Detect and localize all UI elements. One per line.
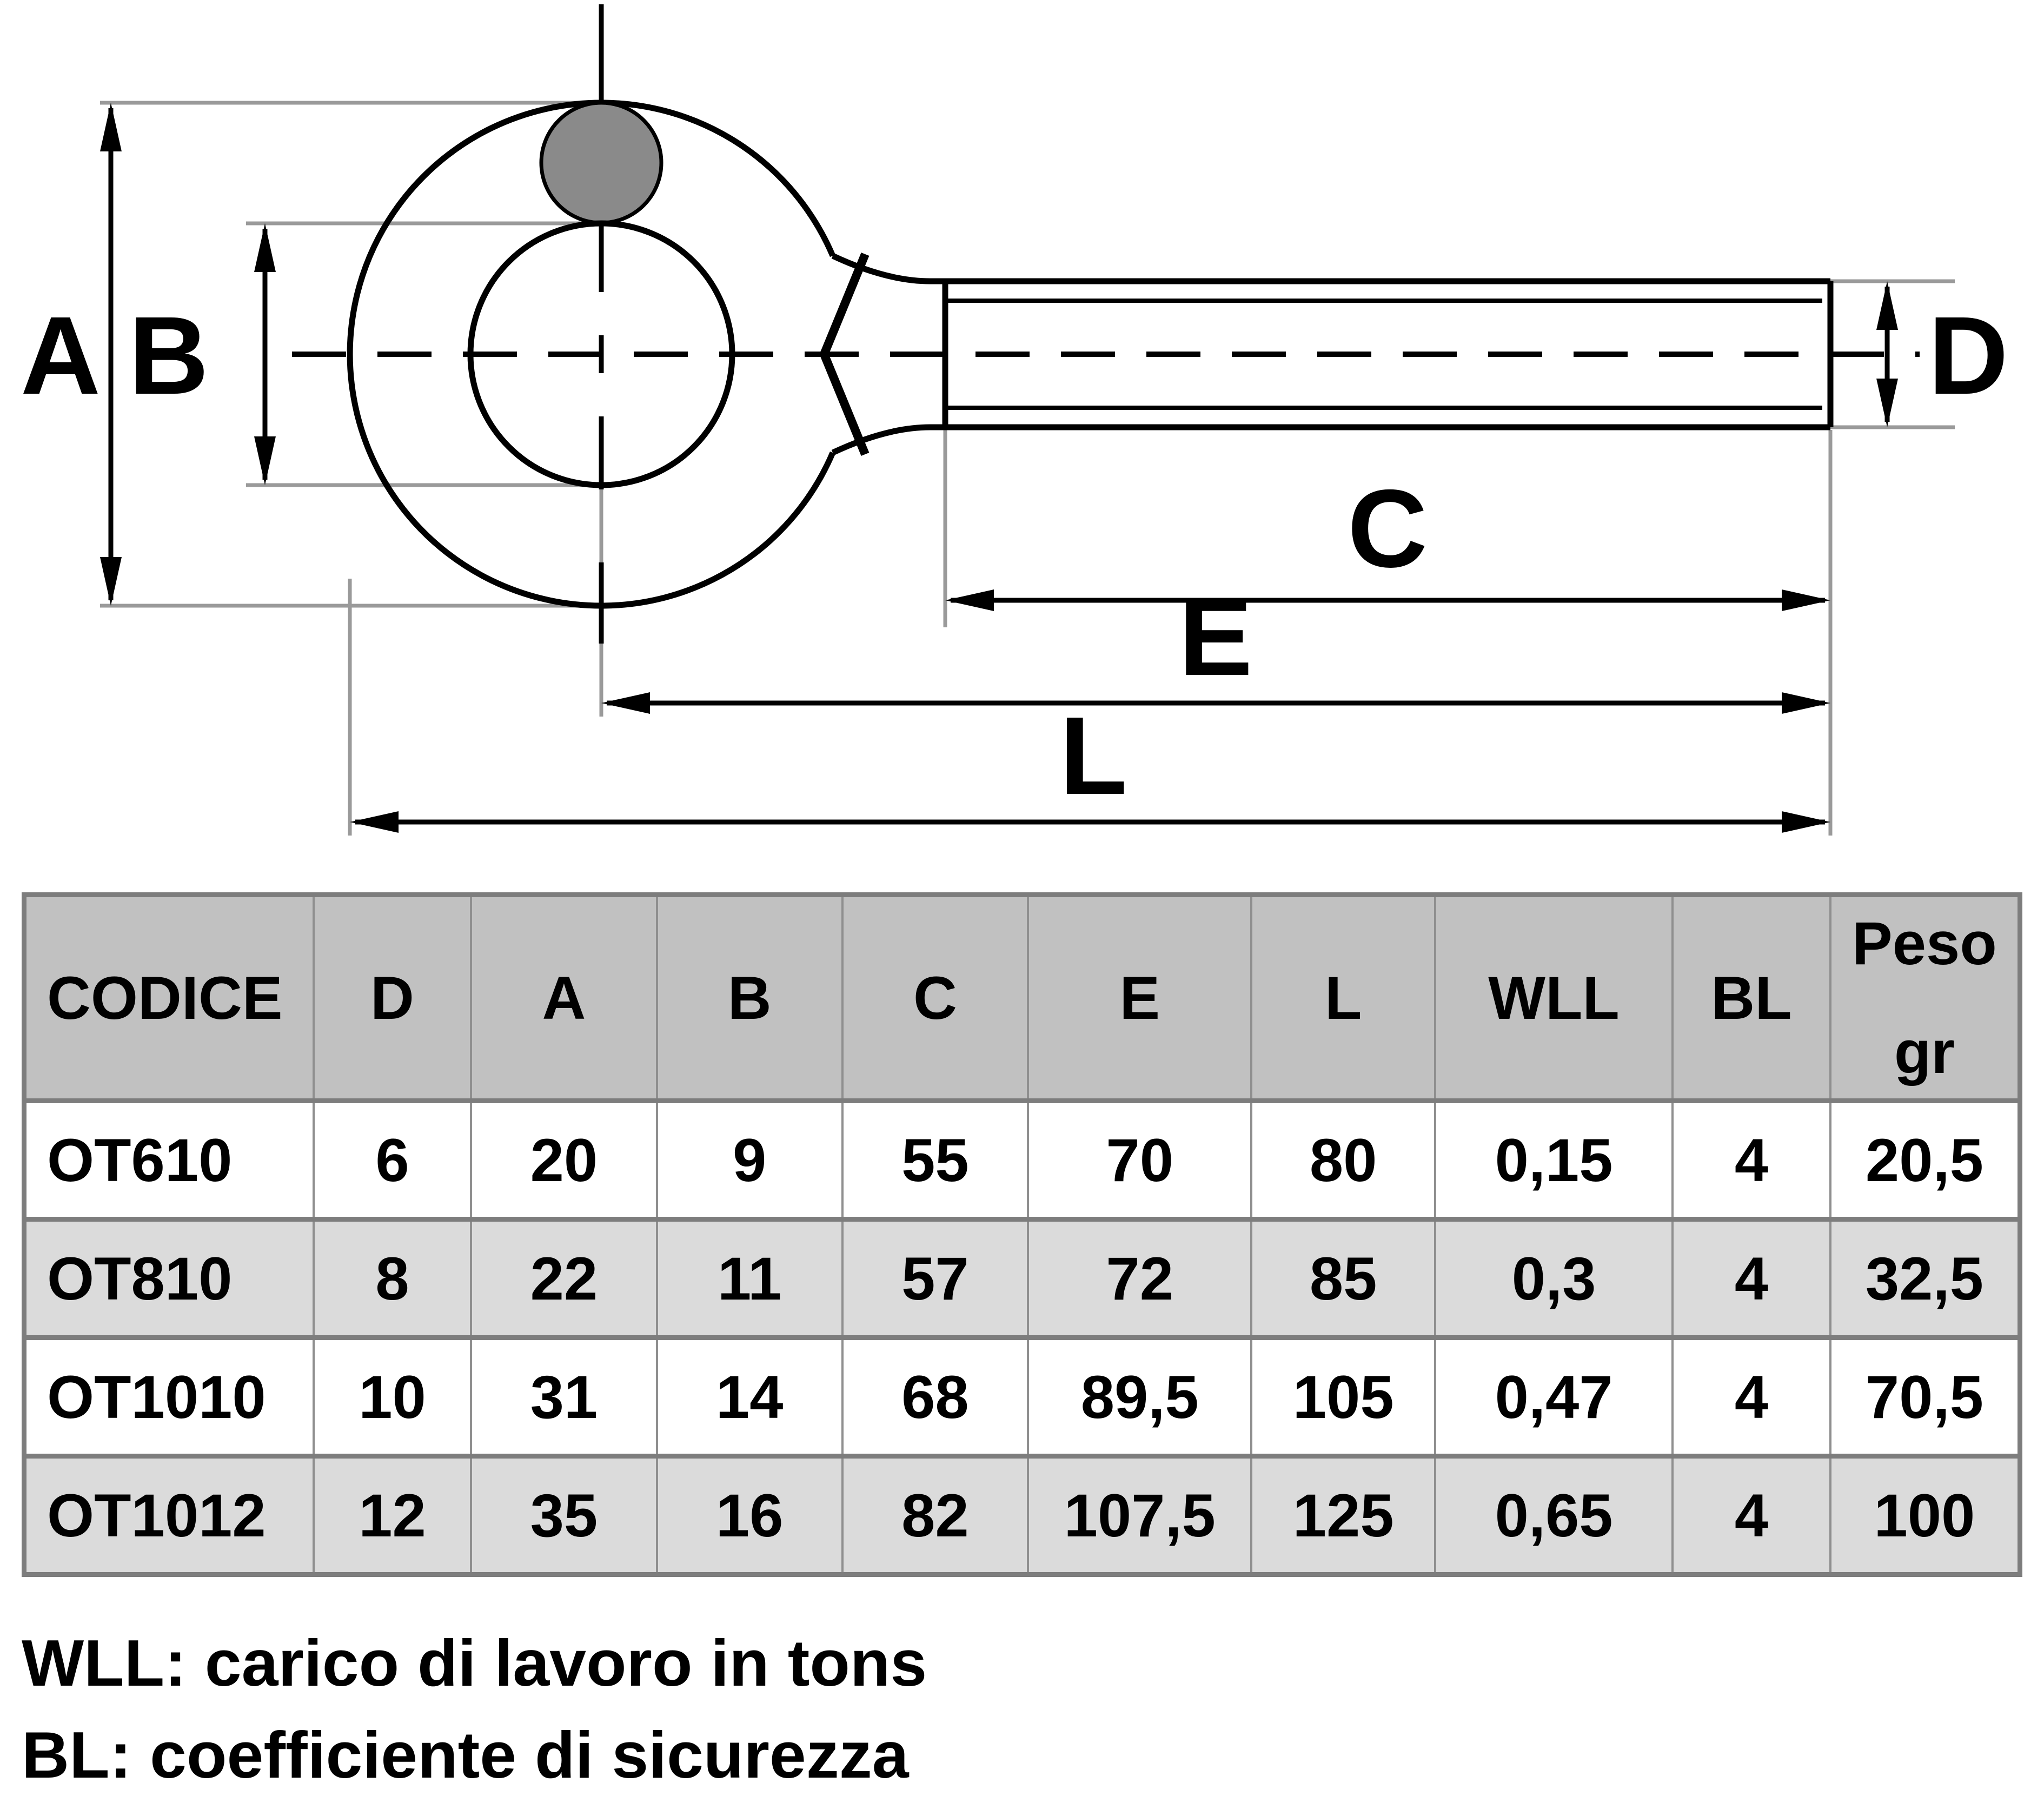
cell-wll: 0,65	[1435, 1456, 1673, 1575]
cell-e: 70	[1028, 1101, 1251, 1219]
cell-b: 11	[657, 1219, 842, 1338]
cell-l: 85	[1251, 1219, 1435, 1338]
dim-label-l: L	[1059, 694, 1127, 818]
dimension-arrow-a	[100, 103, 122, 606]
cell-l: 105	[1251, 1338, 1435, 1456]
cell-a: 20	[471, 1101, 656, 1219]
cell-peso: 70,5	[1830, 1338, 2020, 1456]
cell-d: 8	[314, 1219, 472, 1338]
col-header-codice: CODICE	[24, 895, 314, 1101]
table-row	[24, 1338, 2020, 1456]
col-header-wll: WLL	[1435, 895, 1673, 1101]
col-header-bl: BL	[1673, 895, 1830, 1101]
cell-peso: 100	[1830, 1456, 2020, 1575]
eyebolt-technical-drawing	[0, 0, 2044, 876]
table-row	[24, 1219, 2020, 1338]
col-header-d: D	[314, 895, 472, 1101]
peso-label-line2: gr	[1894, 1018, 1955, 1086]
cell-codice: OT610	[24, 1101, 314, 1219]
cell-bl: 4	[1673, 1456, 1830, 1575]
table-row	[24, 1456, 2020, 1575]
cell-peso: 32,5	[1830, 1219, 2020, 1338]
dim-label-d: D	[1928, 294, 2009, 417]
cell-bl: 4	[1673, 1219, 1830, 1338]
eye-ball	[541, 103, 661, 223]
cell-b: 16	[657, 1456, 842, 1575]
cell-e: 72	[1028, 1219, 1251, 1338]
cell-c: 82	[842, 1456, 1028, 1575]
shank-bottom-outline	[833, 427, 1830, 453]
cell-wll: 0,3	[1435, 1219, 1673, 1338]
cell-l: 80	[1251, 1101, 1435, 1219]
col-header-e: E	[1028, 895, 1251, 1101]
cell-a: 35	[471, 1456, 656, 1575]
cell-c: 57	[842, 1219, 1028, 1338]
cell-a: 31	[471, 1338, 656, 1456]
cell-b: 14	[657, 1338, 842, 1456]
dim-label-e: E	[1178, 575, 1253, 699]
dimension-arrow-b	[254, 223, 276, 485]
cell-d: 6	[314, 1101, 472, 1219]
cell-peso: 20,5	[1830, 1101, 2020, 1219]
header-row	[24, 895, 2020, 1101]
cell-d: 12	[314, 1456, 472, 1575]
col-header-peso	[1830, 895, 2020, 1101]
cell-wll: 0,47	[1435, 1338, 1673, 1456]
dimension-arrow-c	[945, 589, 1830, 611]
cell-wll: 0,15	[1435, 1101, 1673, 1219]
dim-label-a: A	[20, 294, 101, 417]
shank-top-outline	[833, 256, 1830, 281]
peso-label-line1: Peso	[1852, 910, 1997, 977]
dim-label-c: C	[1347, 467, 1428, 591]
spec-table	[22, 892, 2022, 1577]
cell-c: 55	[842, 1101, 1028, 1219]
col-header-a: A	[471, 895, 656, 1101]
footnote-bl: BL: coefficiente di sicurezza	[22, 1718, 909, 1792]
col-header-b: B	[657, 895, 842, 1101]
col-header-l: L	[1251, 895, 1435, 1101]
footnotes	[22, 1617, 927, 1801]
footnote-wll: WLL: carico di lavoro in tons	[22, 1626, 927, 1700]
cell-b: 9	[657, 1101, 842, 1219]
table-row	[24, 1101, 2020, 1219]
cell-bl: 4	[1673, 1101, 1830, 1219]
cell-l: 125	[1251, 1456, 1435, 1575]
col-header-c: C	[842, 895, 1028, 1101]
cell-e: 107,5	[1028, 1456, 1251, 1575]
cell-c: 68	[842, 1338, 1028, 1456]
cell-a: 22	[471, 1219, 656, 1338]
cell-codice: OT810	[24, 1219, 314, 1338]
cell-codice: OT1012	[24, 1456, 314, 1575]
cell-d: 10	[314, 1338, 472, 1456]
cell-codice: OT1010	[24, 1338, 314, 1456]
cell-e: 89,5	[1028, 1338, 1251, 1456]
cell-bl: 4	[1673, 1338, 1830, 1456]
dim-label-b: B	[128, 294, 209, 417]
